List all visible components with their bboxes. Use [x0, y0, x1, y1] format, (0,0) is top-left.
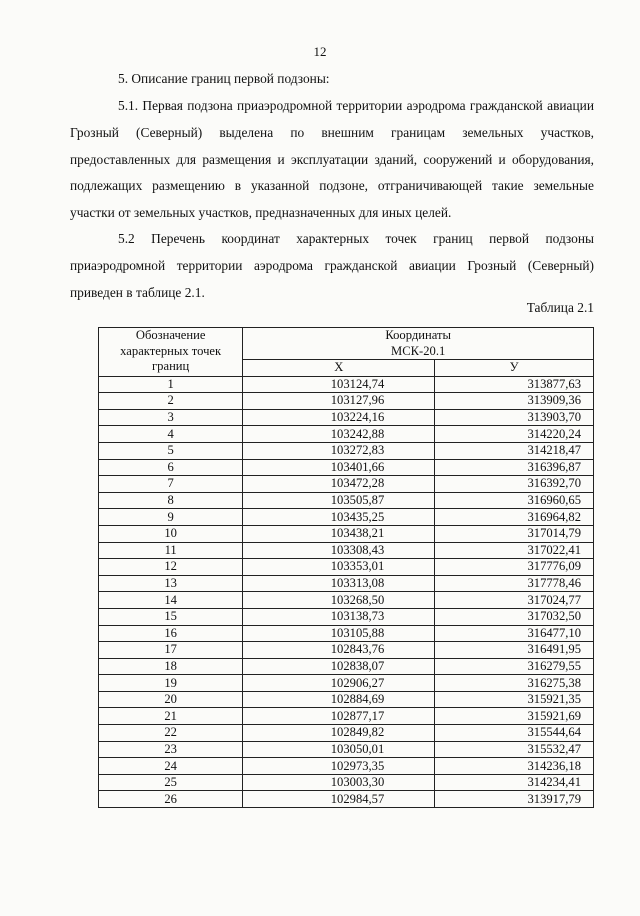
x-coordinate-cell: 103127,96 — [243, 393, 435, 410]
table-row — [99, 525, 594, 542]
table-row — [99, 442, 594, 459]
x-coordinate-cell: 103313,08 — [243, 575, 435, 592]
y-coordinate-cell: 315921,35 — [435, 691, 594, 708]
y-coordinate-cell: 313903,70 — [435, 409, 594, 426]
table-row — [99, 642, 594, 659]
point-number-cell: 23 — [99, 741, 243, 758]
section-5-1 — [70, 93, 594, 227]
x-coordinate-cell: 103472,28 — [243, 476, 435, 493]
point-number-cell: 4 — [99, 426, 243, 443]
y-coordinate-cell: 314236,18 — [435, 758, 594, 775]
y-coordinate-cell: 316491,95 — [435, 642, 594, 659]
table-row — [99, 725, 594, 742]
table-row — [99, 376, 594, 393]
x-coordinate-cell: 103353,01 — [243, 559, 435, 576]
x-coordinate-cell: 103308,43 — [243, 542, 435, 559]
point-number-cell: 18 — [99, 658, 243, 675]
point-number-cell: 19 — [99, 675, 243, 692]
table-label: Таблица 2.1 — [526, 300, 594, 315]
table-row — [99, 625, 594, 642]
table-row — [99, 608, 594, 625]
y-coordinate-cell: 317022,41 — [435, 542, 594, 559]
x-coordinate-cell: 103124,74 — [243, 376, 435, 393]
y-coordinate-cell: 314234,41 — [435, 774, 594, 791]
header-x: Х — [243, 360, 435, 377]
table-row — [99, 409, 594, 426]
x-coordinate-cell: 102884,69 — [243, 691, 435, 708]
y-coordinate-cell: 316392,70 — [435, 476, 594, 493]
paragraph-5-1: 5.1. Первая подзона приаэродромной территории аэродрома гражданской авиации Грозный (Северный) выделена по внешним границам земельных участков, предоставленных для размещения и эксплуатации зданий, сооружений и оборудования, подлежащих размещению в указанной подзоне, отграничивающей такие земельные участки от земельных участков, предназначенных для иных целей. — [70, 98, 594, 221]
paragraph-5-2: 5.2 Перечень координат характерных точек границ первой подзоны приаэродромной территории аэродрома гражданской авиации Грозный (Северный) приведен в таблице 2.1. — [70, 231, 594, 300]
y-coordinate-cell: 316275,38 — [435, 675, 594, 692]
x-coordinate-cell: 102877,17 — [243, 708, 435, 725]
x-coordinate-cell: 103050,01 — [243, 741, 435, 758]
point-number-cell: 25 — [99, 774, 243, 791]
table-row — [99, 426, 594, 443]
y-coordinate-cell: 316396,87 — [435, 459, 594, 476]
x-coordinate-cell: 102843,76 — [243, 642, 435, 659]
point-number-cell: 16 — [99, 625, 243, 642]
y-coordinate-cell: 317776,09 — [435, 559, 594, 576]
y-coordinate-cell: 317024,77 — [435, 592, 594, 609]
table-row — [99, 675, 594, 692]
x-coordinate-cell: 103268,50 — [243, 592, 435, 609]
header-coordinates-label: Координаты МСК-20.1 — [385, 328, 451, 358]
table-row — [99, 758, 594, 775]
point-number-cell: 15 — [99, 608, 243, 625]
y-coordinate-cell: 313917,79 — [435, 791, 594, 808]
y-coordinate-cell: 315544,64 — [435, 725, 594, 742]
header-y: У — [435, 360, 594, 377]
point-number-cell: 13 — [99, 575, 243, 592]
header-coordinates — [243, 328, 594, 360]
y-coordinate-cell: 315921,69 — [435, 708, 594, 725]
point-number-cell: 1 — [99, 376, 243, 393]
x-coordinate-cell: 103435,25 — [243, 509, 435, 526]
x-coordinate-cell: 103505,87 — [243, 492, 435, 509]
y-coordinate-cell: 314218,47 — [435, 442, 594, 459]
x-coordinate-cell: 103105,88 — [243, 625, 435, 642]
y-coordinate-cell: 316960,65 — [435, 492, 594, 509]
table-row — [99, 476, 594, 493]
point-number-cell: 8 — [99, 492, 243, 509]
x-coordinate-cell: 103138,73 — [243, 608, 435, 625]
page-number: 12 — [313, 44, 327, 59]
section-heading-5 — [70, 66, 594, 93]
y-coordinate-cell: 317014,79 — [435, 525, 594, 542]
point-number-cell: 6 — [99, 459, 243, 476]
y-coordinate-cell: 316477,10 — [435, 625, 594, 642]
point-number-cell: 12 — [99, 559, 243, 576]
x-coordinate-cell: 102838,07 — [243, 658, 435, 675]
point-number-cell: 7 — [99, 476, 243, 493]
point-number-cell: 5 — [99, 442, 243, 459]
y-coordinate-cell: 313909,36 — [435, 393, 594, 410]
table-row — [99, 741, 594, 758]
point-number-cell: 10 — [99, 525, 243, 542]
y-coordinate-cell: 313877,63 — [435, 376, 594, 393]
x-coordinate-cell: 102849,82 — [243, 725, 435, 742]
table-row — [99, 791, 594, 808]
point-number-cell: 2 — [99, 393, 243, 410]
point-number-cell: 17 — [99, 642, 243, 659]
table-row — [99, 592, 594, 609]
point-number-cell: 26 — [99, 791, 243, 808]
table-row — [99, 691, 594, 708]
x-coordinate-cell: 103401,66 — [243, 459, 435, 476]
x-coordinate-cell: 103438,21 — [243, 525, 435, 542]
point-number-cell: 9 — [99, 509, 243, 526]
x-coordinate-cell: 103003,30 — [243, 774, 435, 791]
table-row — [99, 459, 594, 476]
table-row — [99, 575, 594, 592]
table-row — [99, 774, 594, 791]
paragraph-5: 5. Описание границ первой подзоны: — [118, 71, 330, 86]
x-coordinate-cell: 103272,83 — [243, 442, 435, 459]
point-number-cell: 20 — [99, 691, 243, 708]
coordinates-table — [98, 327, 594, 808]
point-number-cell: 22 — [99, 725, 243, 742]
point-number-cell: 21 — [99, 708, 243, 725]
table-row — [99, 509, 594, 526]
table-row — [99, 559, 594, 576]
x-coordinate-cell: 102973,35 — [243, 758, 435, 775]
y-coordinate-cell: 316964,82 — [435, 509, 594, 526]
x-coordinate-cell: 102984,57 — [243, 791, 435, 808]
y-coordinate-cell: 317778,46 — [435, 575, 594, 592]
point-number-cell: 24 — [99, 758, 243, 775]
table-row — [99, 542, 594, 559]
table-row — [99, 393, 594, 410]
y-coordinate-cell: 316279,55 — [435, 658, 594, 675]
header-point-designation: Обозначение характерных точек границ — [99, 328, 243, 377]
y-coordinate-cell: 317032,50 — [435, 608, 594, 625]
y-coordinate-cell: 315532,47 — [435, 741, 594, 758]
point-number-cell: 11 — [99, 542, 243, 559]
y-coordinate-cell: 314220,24 — [435, 426, 594, 443]
section-5-2 — [70, 226, 594, 306]
x-coordinate-cell: 103224,16 — [243, 409, 435, 426]
table-row — [99, 492, 594, 509]
x-coordinate-cell: 102906,27 — [243, 675, 435, 692]
table-row — [99, 658, 594, 675]
table-body — [99, 376, 594, 807]
point-number-cell: 14 — [99, 592, 243, 609]
x-coordinate-cell: 103242,88 — [243, 426, 435, 443]
table-row — [99, 708, 594, 725]
point-number-cell: 3 — [99, 409, 243, 426]
